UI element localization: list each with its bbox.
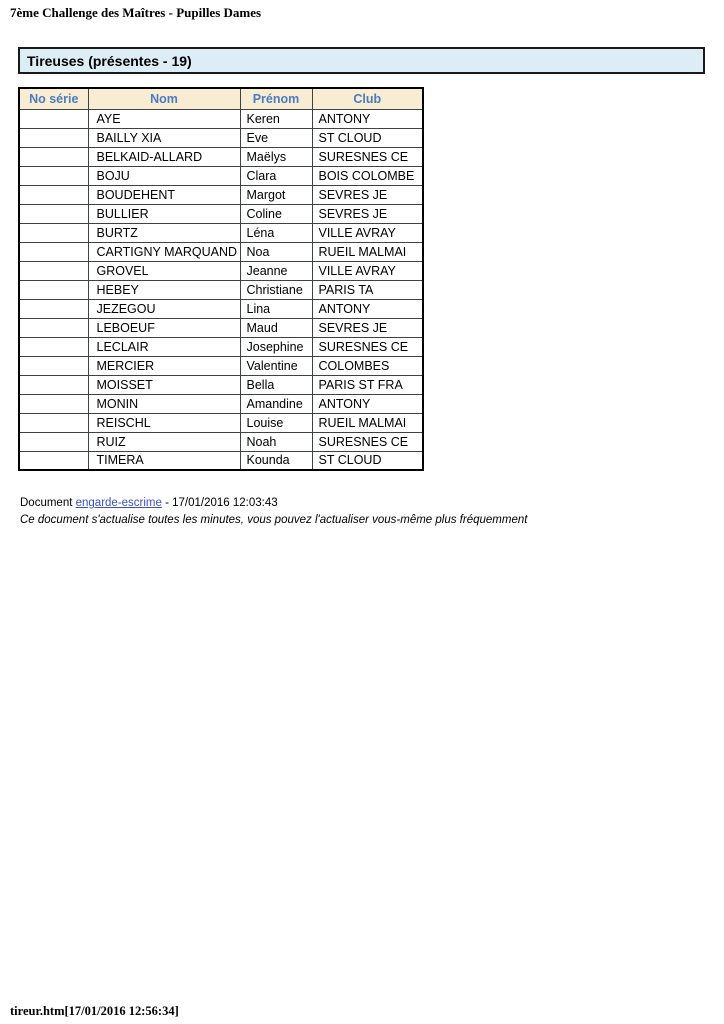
- table-row: [19, 166, 423, 185]
- table-header: [19, 88, 423, 109]
- cell-nom: JEZEGOU: [88, 299, 240, 318]
- table-header-row: [19, 88, 423, 109]
- cell-nom: BULLIER: [88, 204, 240, 223]
- cell-club: ANTONY: [312, 109, 423, 128]
- table-row: [19, 318, 423, 337]
- cell-prenom: Christiane: [240, 280, 312, 299]
- document-timestamp: - 17/01/2016 12:03:43: [161, 497, 278, 509]
- table-row: [19, 451, 423, 470]
- table-row: [19, 432, 423, 451]
- cell-nom: LEBOEUF: [88, 318, 240, 337]
- cell-club: COLOMBES: [312, 356, 423, 375]
- cell-club: SEVRES JE: [312, 204, 423, 223]
- cell-nom: REISCHL: [88, 413, 240, 432]
- column-header-no-serie: No série: [19, 88, 88, 109]
- cell-nom: TIMERA: [88, 451, 240, 470]
- table-row: [19, 185, 423, 204]
- cell-no-serie: [19, 280, 88, 299]
- cell-nom: CARTIGNY MARQUAND: [88, 242, 240, 261]
- cell-nom: AYE: [88, 109, 240, 128]
- cell-nom: BELKAID-ALLARD: [88, 147, 240, 166]
- cell-nom: LECLAIR: [88, 337, 240, 356]
- cell-no-serie: [19, 299, 88, 318]
- table-row: [19, 375, 423, 394]
- print-footer-filename: tireur.htm[17/01/2016 12:56:34]: [10, 1004, 179, 1018]
- cell-nom: GROVEL: [88, 261, 240, 280]
- table-row: [19, 356, 423, 375]
- document-info-line: [20, 497, 278, 509]
- cell-prenom: Maëlys: [240, 147, 312, 166]
- cell-prenom: Coline: [240, 204, 312, 223]
- cell-club: ANTONY: [312, 299, 423, 318]
- cell-club: SURESNES CE: [312, 432, 423, 451]
- cell-prenom: Maud: [240, 318, 312, 337]
- table-row: [19, 109, 423, 128]
- cell-prenom: Bella: [240, 375, 312, 394]
- table-body: [19, 109, 423, 470]
- cell-no-serie: [19, 432, 88, 451]
- cell-no-serie: [19, 223, 88, 242]
- table-row: [19, 223, 423, 242]
- cell-club: ST CLOUD: [312, 128, 423, 147]
- section-title-bar: [18, 47, 705, 74]
- cell-prenom: Jeanne: [240, 261, 312, 280]
- table-row: [19, 261, 423, 280]
- cell-prenom: Lina: [240, 299, 312, 318]
- cell-club: SURESNES CE: [312, 147, 423, 166]
- cell-no-serie: [19, 166, 88, 185]
- cell-club: RUEIL MALMAI: [312, 413, 423, 432]
- cell-nom: BOUDEHENT: [88, 185, 240, 204]
- cell-club: PARIS TA: [312, 280, 423, 299]
- section-title: Tireuses (présentes - 19): [27, 52, 192, 69]
- cell-no-serie: [19, 128, 88, 147]
- cell-no-serie: [19, 394, 88, 413]
- column-header-club: Club: [312, 88, 423, 109]
- cell-no-serie: [19, 375, 88, 394]
- cell-prenom: Léna: [240, 223, 312, 242]
- cell-no-serie: [19, 147, 88, 166]
- column-header-prenom: Prénom: [240, 88, 312, 109]
- cell-prenom: Margot: [240, 185, 312, 204]
- cell-no-serie: [19, 185, 88, 204]
- cell-club: SEVRES JE: [312, 318, 423, 337]
- cell-prenom: Keren: [240, 109, 312, 128]
- table-row: [19, 394, 423, 413]
- cell-no-serie: [19, 318, 88, 337]
- cell-club: PARIS ST FRA: [312, 375, 423, 394]
- cell-no-serie: [19, 204, 88, 223]
- cell-no-serie: [19, 337, 88, 356]
- cell-club: SURESNES CE: [312, 337, 423, 356]
- cell-prenom: Amandine: [240, 394, 312, 413]
- cell-nom: RUIZ: [88, 432, 240, 451]
- engarde-escrime-link[interactable]: engarde-escrime: [75, 497, 162, 509]
- cell-no-serie: [19, 356, 88, 375]
- cell-nom: BURTZ: [88, 223, 240, 242]
- cell-no-serie: [19, 413, 88, 432]
- table-row: [19, 337, 423, 356]
- cell-prenom: Noah: [240, 432, 312, 451]
- cell-club: VILLE AVRAY: [312, 261, 423, 280]
- cell-prenom: Eve: [240, 128, 312, 147]
- cell-no-serie: [19, 261, 88, 280]
- cell-prenom: Noa: [240, 242, 312, 261]
- cell-nom: BOJU: [88, 166, 240, 185]
- refresh-note: Ce document s'actualise toutes les minutes, vous pouvez l'actualiser vous-même plus fréquemment: [20, 514, 528, 526]
- table-row: [19, 242, 423, 261]
- cell-nom: HEBEY: [88, 280, 240, 299]
- column-header-nom: Nom: [88, 88, 240, 109]
- cell-prenom: Louise: [240, 413, 312, 432]
- cell-prenom: Kounda: [240, 451, 312, 470]
- cell-club: SEVRES JE: [312, 185, 423, 204]
- table-row: [19, 147, 423, 166]
- cell-prenom: Clara: [240, 166, 312, 185]
- cell-club: RUEIL MALMAI: [312, 242, 423, 261]
- cell-club: ST CLOUD: [312, 451, 423, 470]
- fencers-table: [18, 87, 424, 471]
- cell-no-serie: [19, 451, 88, 470]
- cell-club: BOIS COLOMBE: [312, 166, 423, 185]
- cell-nom: MERCIER: [88, 356, 240, 375]
- cell-club: VILLE AVRAY: [312, 223, 423, 242]
- cell-prenom: Josephine: [240, 337, 312, 356]
- cell-nom: MONIN: [88, 394, 240, 413]
- table-row: [19, 204, 423, 223]
- table-row: [19, 299, 423, 318]
- print-header-title: 7ème Challenge des Maîtres - Pupilles Dames: [10, 5, 262, 20]
- cell-nom: BAILLY XIA: [88, 128, 240, 147]
- table-row: [19, 280, 423, 299]
- cell-no-serie: [19, 242, 88, 261]
- cell-prenom: Valentine: [240, 356, 312, 375]
- cell-no-serie: [19, 109, 88, 128]
- cell-club: ANTONY: [312, 394, 423, 413]
- cell-nom: MOISSET: [88, 375, 240, 394]
- document-label: Document: [20, 497, 76, 509]
- table-row: [19, 413, 423, 432]
- table-row: [19, 128, 423, 147]
